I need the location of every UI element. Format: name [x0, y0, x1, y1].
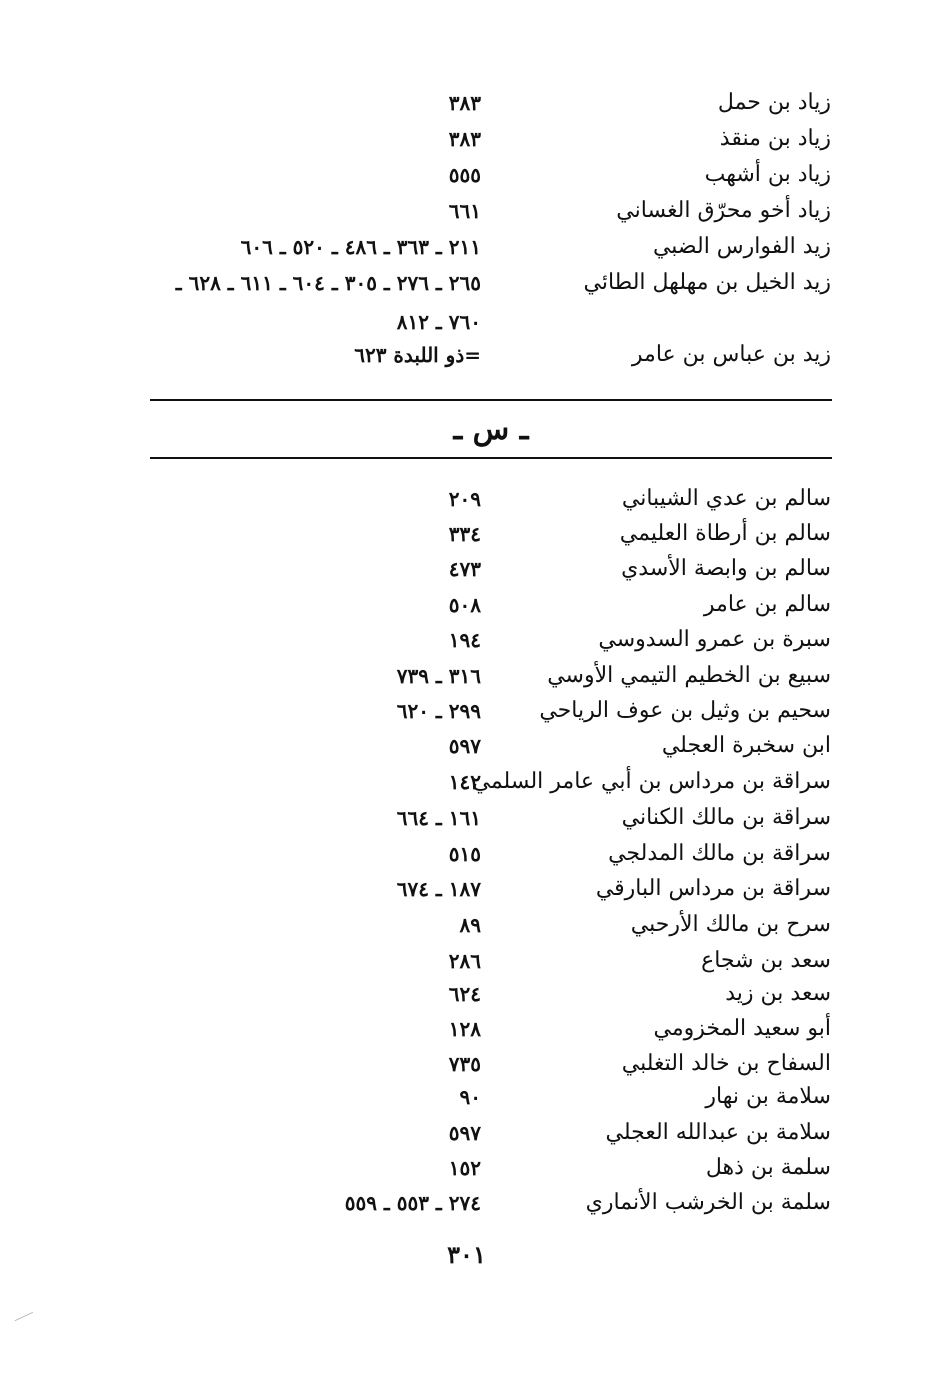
entry-pages: ٢٨٦	[448, 949, 481, 973]
index-entry	[0, 1047, 933, 1081]
index-entry	[0, 517, 933, 551]
page-number: ٣٠١	[447, 1240, 486, 1269]
entry-pages: ١٩٤	[448, 628, 481, 652]
index-entry	[0, 872, 933, 906]
entry-pages: ٥٩٧	[448, 734, 481, 758]
entry-pages: ٥٥٥	[448, 163, 481, 187]
entry-name: سلامة بن نهار	[705, 1084, 831, 1109]
section-rule-bottom	[150, 457, 832, 459]
entry-name: سرح بن مالك الأرحبي	[630, 912, 831, 937]
entry-name: سراقة بن مرداس البارقي	[595, 876, 831, 901]
entry-pages: ٢١١ ـ ٣٦٣ ـ ٤٨٦ ـ ٥٢٠ ـ ٦٠٦	[240, 235, 481, 259]
entry-name: ابن سخبرة العجلي	[661, 733, 831, 758]
entry-name: سعد بن شجاع	[701, 948, 831, 973]
index-entry	[0, 694, 933, 728]
entry-name: زياد بن أشهب	[704, 162, 831, 187]
entry-name: سالم بن أرطاة العليمي	[619, 521, 831, 546]
index-entry	[0, 1151, 933, 1185]
entry-pages: ٦٦١	[448, 199, 481, 223]
entry-pages: ٢٠٩	[448, 487, 481, 511]
entry-pages: ٢٩٩ ـ ٦٢٠	[396, 699, 481, 723]
entry-name: سحيم بن وثيل بن عوف الرياحي	[539, 698, 831, 723]
entry-pages: ٨٩	[459, 913, 481, 937]
entry-pages: ٥٩٧	[448, 1121, 481, 1145]
index-entry	[0, 266, 933, 300]
entry-pages: ٤٧٣	[448, 557, 481, 581]
entry-name: السفاح بن خالد التغلبي	[621, 1051, 831, 1076]
entry-name: زياد بن حمل	[717, 90, 831, 115]
index-entry	[0, 729, 933, 763]
entry-pages: ٣٨٣	[448, 91, 481, 115]
entry-pages: ٥١٥	[448, 842, 481, 866]
index-entry	[0, 765, 933, 799]
entry-pages: ٢٦٥ ـ ٢٧٦ ـ ٣٠٥ ـ ٦٠٤ ـ ٦١١ ـ ٦٢٨ ـ	[175, 271, 481, 295]
entry-name: سالم بن عدي الشيباني	[621, 486, 831, 511]
entry-pages: ٣١٦ ـ ٧٣٩	[396, 664, 481, 688]
entry-name: سلمة بن الخرشب الأنماري	[585, 1190, 831, 1215]
index-entry	[0, 623, 933, 657]
index-entry	[0, 837, 933, 871]
index-entry	[0, 122, 933, 156]
entry-pages: ٣٨٣	[448, 127, 481, 151]
index-entry	[0, 230, 933, 264]
entry-name: زيد الخيل بن مهلهل الطائي	[583, 270, 831, 295]
index-entry	[0, 86, 933, 120]
entry-pages: ١٨٧ ـ ٦٧٤	[396, 877, 481, 901]
index-entry-crossref	[0, 338, 933, 372]
entry-name: زياد بن منقذ	[719, 126, 831, 151]
index-entry	[0, 1116, 933, 1150]
index-entry-continuation	[0, 305, 933, 339]
entry-name: سراقة بن مالك الكناني	[621, 805, 831, 830]
entry-see-reference: =ذو اللبدة ٦٢٣	[354, 343, 481, 367]
entry-name: زيد بن عباس بن عامر	[631, 342, 831, 367]
entry-pages: ١٤٢	[448, 770, 481, 794]
index-entry	[0, 1012, 933, 1046]
index-entry	[0, 659, 933, 693]
entry-name: سبرة بن عمرو السدوسي	[598, 627, 831, 652]
section-rule-top	[150, 399, 832, 401]
index-entry	[0, 194, 933, 228]
entry-name: سبيع بن الخطيم التيمي الأوسي	[547, 663, 831, 688]
index-entry	[0, 1186, 933, 1220]
entry-pages: ١٦١ ـ ٦٦٤	[396, 806, 481, 830]
entry-name: سالم بن عامر	[703, 592, 831, 617]
entry-pages: ١٢٨	[448, 1017, 481, 1041]
entry-pages: ٣٣٤	[448, 522, 481, 546]
index-entry	[0, 908, 933, 942]
index-entry	[0, 552, 933, 586]
index-entry	[0, 158, 933, 192]
entry-pages: ٩٠	[459, 1085, 481, 1109]
entry-name: أبو سعيد المخزومي	[653, 1016, 831, 1041]
entry-name: سالم بن وابصة الأسدي	[621, 556, 831, 581]
entry-name: زياد أخو محرّق الغساني	[616, 198, 831, 223]
section-letter-heading: ـ س ـ	[453, 412, 529, 447]
index-entry	[0, 1080, 933, 1114]
entry-name: سراقة بن مالك المدلجي	[608, 841, 831, 866]
entry-name: سراقة بن مرداس بن أبي عامر السلمي	[472, 769, 831, 794]
entry-pages: ٦٢٤	[448, 982, 481, 1006]
entry-pages: ٢٧٤ ـ ٥٥٣ ـ ٥٥٩	[344, 1191, 481, 1215]
entry-pages-continuation: ٧٦٠ ـ ٨١٢	[396, 310, 481, 334]
index-entry	[0, 482, 933, 516]
entry-name: سعد بن زيد	[725, 981, 831, 1006]
entry-name: سلمة بن ذهل	[705, 1155, 831, 1180]
index-entry	[0, 977, 933, 1011]
index-entry	[0, 801, 933, 835]
entry-pages: ١٥٢	[448, 1156, 481, 1180]
index-entry	[0, 944, 933, 978]
entry-pages: ٧٣٥	[448, 1052, 481, 1076]
scan-mark	[15, 1312, 34, 1322]
entry-name: زيد الفوارس الضبي	[652, 234, 831, 259]
entry-name: سلامة بن عبدالله العجلي	[605, 1120, 831, 1145]
index-entry	[0, 588, 933, 622]
entry-pages: ٥٠٨	[448, 593, 481, 617]
